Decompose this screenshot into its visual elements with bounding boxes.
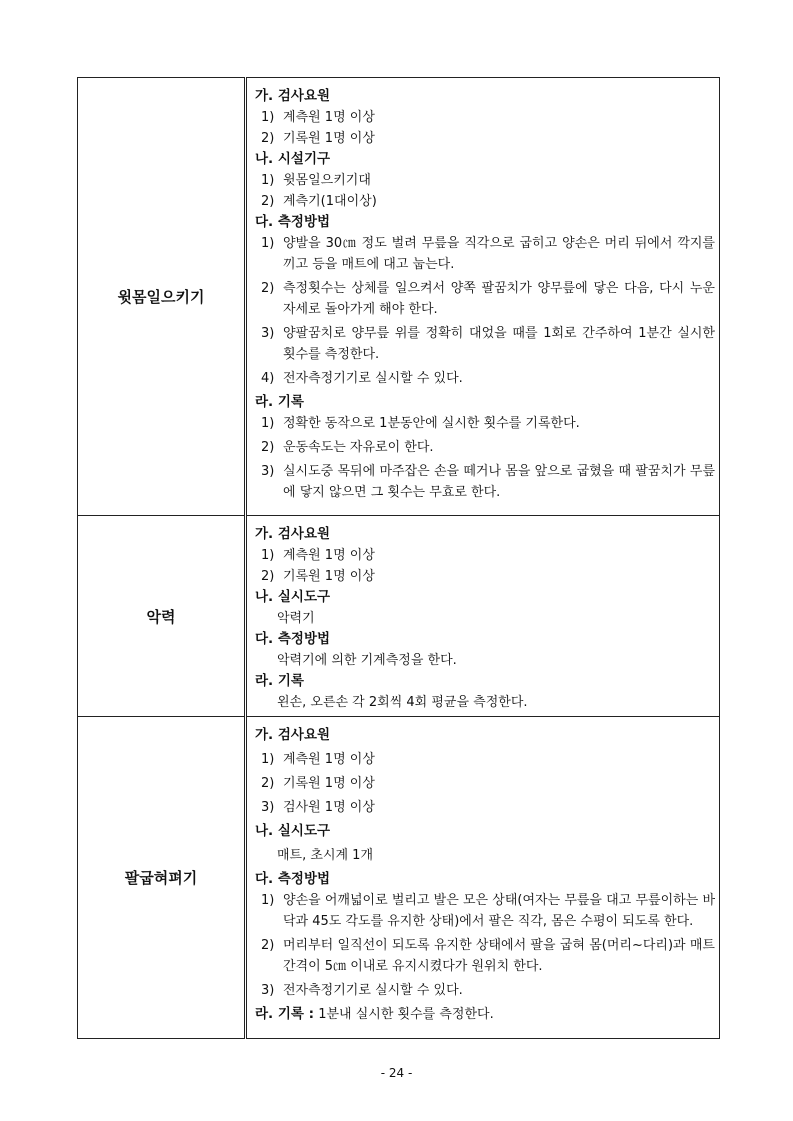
section-heading: 라. 기록 — [255, 673, 304, 689]
section-heading: 가. 검사요원 — [255, 88, 331, 104]
list-item: 2) 기록원 1명 이상 — [261, 131, 375, 146]
table-row — [78, 717, 720, 1039]
section-heading: 다. 측정방법 — [255, 871, 331, 887]
list-item: 1) 양손을 어깨넓이로 벌리고 발은 모은 상태(여자는 무릎을 대고 무릎이하는 바닥과 45도 각도를 유지한 상태)에서 팔은 직각, 몸은 수평이 되도록 한다. — [261, 893, 715, 929]
row-content — [246, 516, 720, 717]
list-item: 2) 기록원 1명 이상 — [261, 776, 375, 791]
list-item: 3) 양팔꿈치로 양무릎 위를 정확히 대었을 때를 1회로 간주하여 1분간 실시한 횟수를 측정한다. — [261, 326, 715, 362]
record-text: 1분내 실시한 횟수를 측정한다. — [318, 1007, 494, 1022]
page-number: - 24 - — [380, 1066, 413, 1080]
row-content — [246, 78, 720, 516]
section-heading: 다. 측정방법 — [255, 631, 331, 647]
row-label: 팔굽혀펴기 — [78, 717, 246, 1039]
list-item: 1) 윗몸일으키기대 — [261, 173, 371, 188]
row-label: 윗몸일으키기 — [78, 78, 246, 516]
row-label: 악력 — [78, 516, 246, 717]
list-item: 3) 전자측정기기로 실시할 수 있다. — [261, 983, 463, 998]
measurement-table — [77, 77, 720, 1039]
list-item: 1) 정확한 동작으로 1분동안에 실시한 횟수를 기록한다. — [261, 416, 580, 431]
paragraph: 악력기 — [277, 611, 315, 626]
list-item: 1) 양발을 30㎝ 정도 벌려 무릎을 직각으로 굽히고 양손은 머리 뒤에서 깍지를 끼고 등을 매트에 대고 눕는다. — [261, 236, 715, 272]
section-heading: 가. 검사요원 — [255, 727, 331, 743]
section-heading: 나. 시설기구 — [255, 151, 331, 167]
paragraph: 매트, 초시계 1개 — [277, 848, 374, 863]
list-item: 1) 계측원 1명 이상 — [261, 110, 375, 125]
section-heading: 가. 검사요원 — [255, 526, 331, 542]
table-row — [78, 516, 720, 717]
list-item: 2) 측정횟수는 상체를 일으켜서 양쪽 팔꿈치가 양무릎에 닿은 다음, 다시 누운 자세로 돌아가게 해야 한다. — [261, 281, 715, 317]
record-line — [255, 1004, 715, 1025]
list-item: 1) 계측원 1명 이상 — [261, 548, 375, 563]
list-item: 3) 실시도중 목뒤에 마주잡은 손을 떼거나 몸을 앞으로 굽혔을 때 팔꿈치가 무릎에 닿지 않으면 그 횟수는 무효로 한다. — [261, 464, 715, 500]
section-heading: 다. 측정방법 — [255, 214, 331, 230]
table-row — [78, 78, 720, 516]
list-item: 2) 기록원 1명 이상 — [261, 569, 375, 584]
section-heading: 나. 실시도구 — [255, 823, 331, 839]
list-item: 4) 전자측정기기로 실시할 수 있다. — [261, 371, 463, 386]
row-content — [246, 717, 720, 1039]
list-item: 2) 머리부터 일직선이 되도록 유지한 상태에서 팔을 굽혀 몸(머리~다리)과 매트 간격이 5㎝ 이내로 유지시켰다가 원위치 한다. — [261, 938, 715, 974]
list-item: 3) 검사원 1명 이상 — [261, 800, 375, 815]
section-heading: 라. 기록 : — [255, 1006, 315, 1022]
paragraph: 왼손, 오른손 각 2회씩 4회 평균을 측정한다. — [277, 695, 528, 710]
paragraph: 악력기에 의한 기계측정을 한다. — [277, 653, 457, 668]
section-heading: 라. 기록 — [255, 394, 304, 410]
list-item: 2) 계측기(1대이상) — [261, 194, 377, 209]
section-heading: 나. 실시도구 — [255, 589, 331, 605]
list-item: 2) 운동속도는 자유로이 한다. — [261, 440, 434, 455]
list-item: 1) 계측원 1명 이상 — [261, 752, 375, 767]
